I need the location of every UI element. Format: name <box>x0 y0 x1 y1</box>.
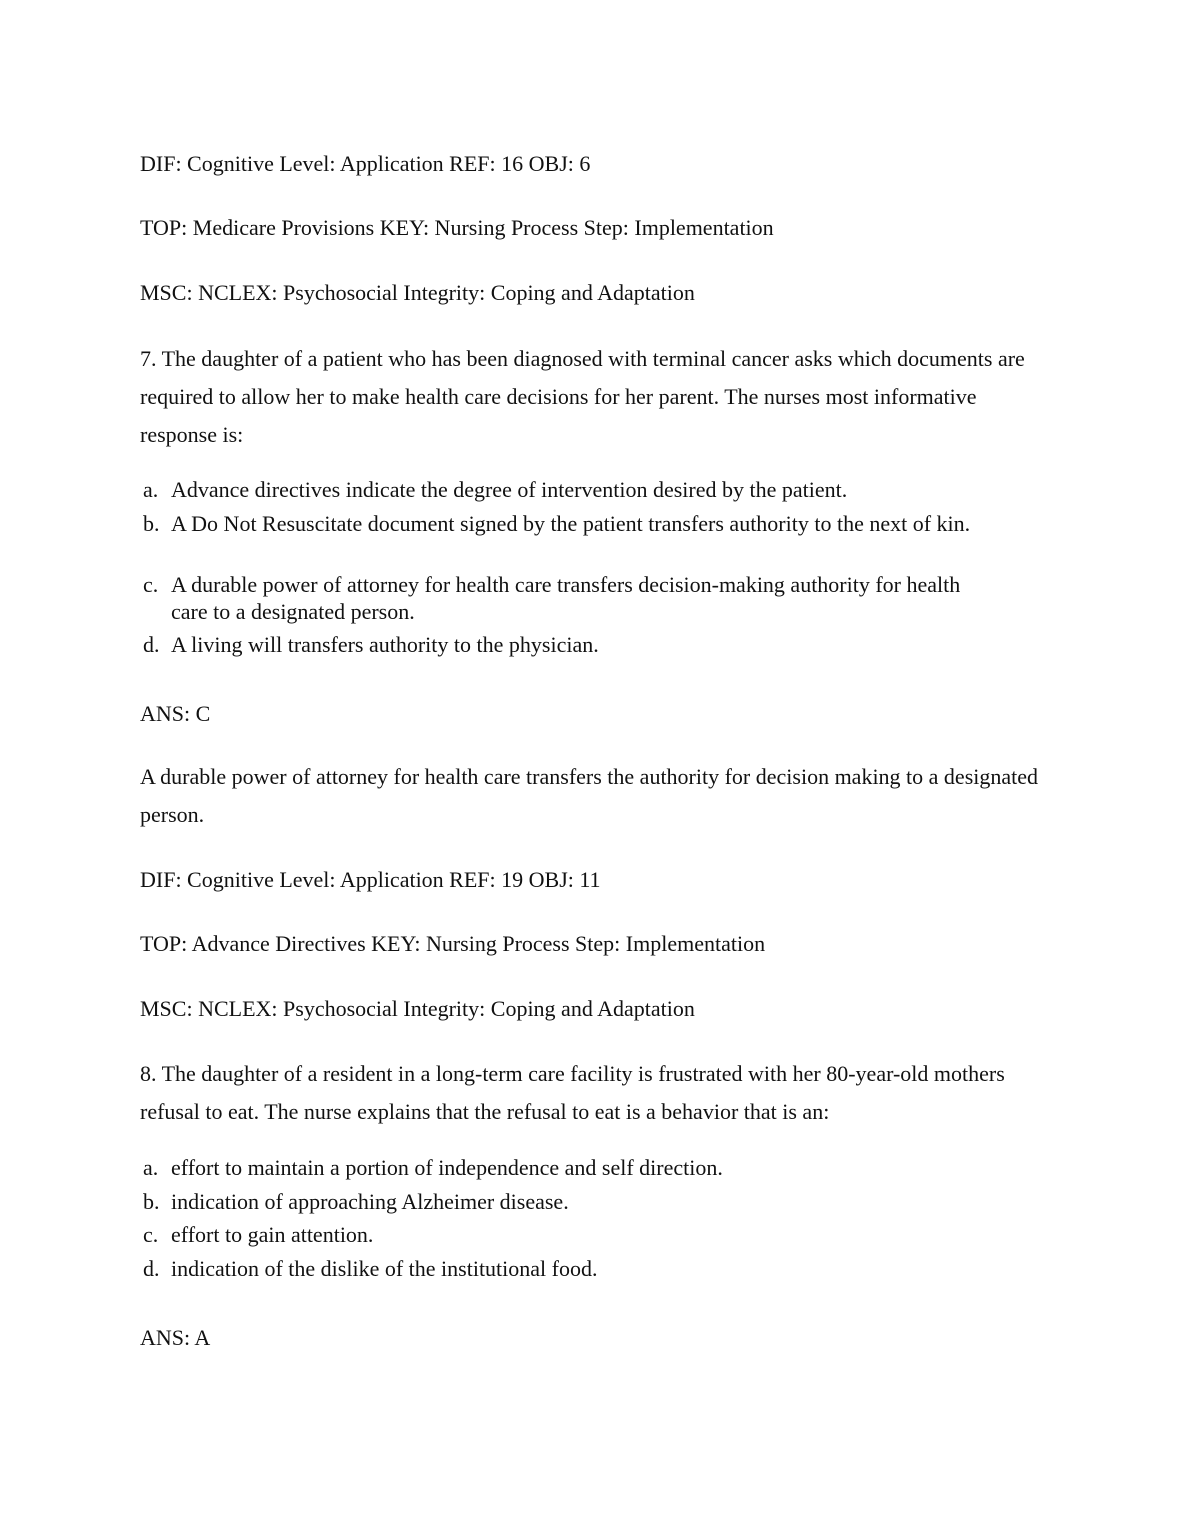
top-line: TOP: Medicare Provisions KEY: Nursing Process Step: Implementation <box>140 215 774 240</box>
option-letter: d. <box>143 632 160 657</box>
q7-msc-line: MSC: NCLEX: Psychosocial Integrity: Coping and Adaptation <box>140 996 695 1021</box>
question-8-text: 8. The daughter of a resident in a long-term care facility is frustrated with her 80-year-old mothers refusal to eat. The nurse explains that the refusal to eat is a behavior that is an: <box>140 1061 1005 1124</box>
msc-line: MSC: NCLEX: Psychosocial Integrity: Coping and Adaptation <box>140 280 695 305</box>
q8-option-c <box>143 1221 963 1248</box>
q7-dif-line: DIF: Cognitive Level: Application REF: 19 OBJ: 11 <box>140 867 601 892</box>
option-letter: d. <box>143 1256 160 1281</box>
option-text: effort to maintain a portion of independence and self direction. <box>171 1155 723 1180</box>
document-page <box>140 0 1060 1540</box>
q7-answer: ANS: C <box>140 701 211 726</box>
q7-option-c <box>143 571 991 625</box>
q7-rationale: A durable power of attorney for health care transfers the authority for decision making to a designated person. <box>140 764 1039 827</box>
q8-answer: ANS: A <box>140 1325 211 1350</box>
q7-option-a <box>143 476 963 503</box>
option-letter: c. <box>143 1222 159 1247</box>
option-text: effort to gain attention. <box>171 1222 374 1247</box>
option-text: A living will transfers authority to the physician. <box>171 632 599 657</box>
option-text: A durable power of attorney for health care transfers decision-making authority for health care to a designated person. <box>171 572 961 624</box>
option-text: A Do Not Resuscitate document signed by the patient transfers authority to the next of kin. <box>171 511 971 536</box>
option-letter: a. <box>143 477 159 502</box>
q7-option-d <box>143 631 963 658</box>
option-letter: b. <box>143 1189 160 1214</box>
q8-option-a <box>143 1154 963 1181</box>
option-text: indication of the dislike of the institutional food. <box>171 1256 598 1281</box>
dif-line: DIF: Cognitive Level: Application REF: 16 OBJ: 6 <box>140 151 591 176</box>
option-letter: a. <box>143 1155 159 1180</box>
option-text: Advance directives indicate the degree of intervention desired by the patient. <box>171 477 848 502</box>
q8-option-d <box>143 1255 963 1282</box>
q7-top-line: TOP: Advance Directives KEY: Nursing Process Step: Implementation <box>140 931 766 956</box>
q7-option-b <box>143 510 991 537</box>
q8-option-b <box>143 1188 963 1215</box>
option-text: indication of approaching Alzheimer disease. <box>171 1189 569 1214</box>
option-letter: b. <box>143 511 160 536</box>
question-7-text: 7. The daughter of a patient who has been diagnosed with terminal cancer asks which documents are required to allow her to make health care decisions for her parent. The nurses most informative response is: <box>140 346 1025 447</box>
option-letter: c. <box>143 572 159 597</box>
